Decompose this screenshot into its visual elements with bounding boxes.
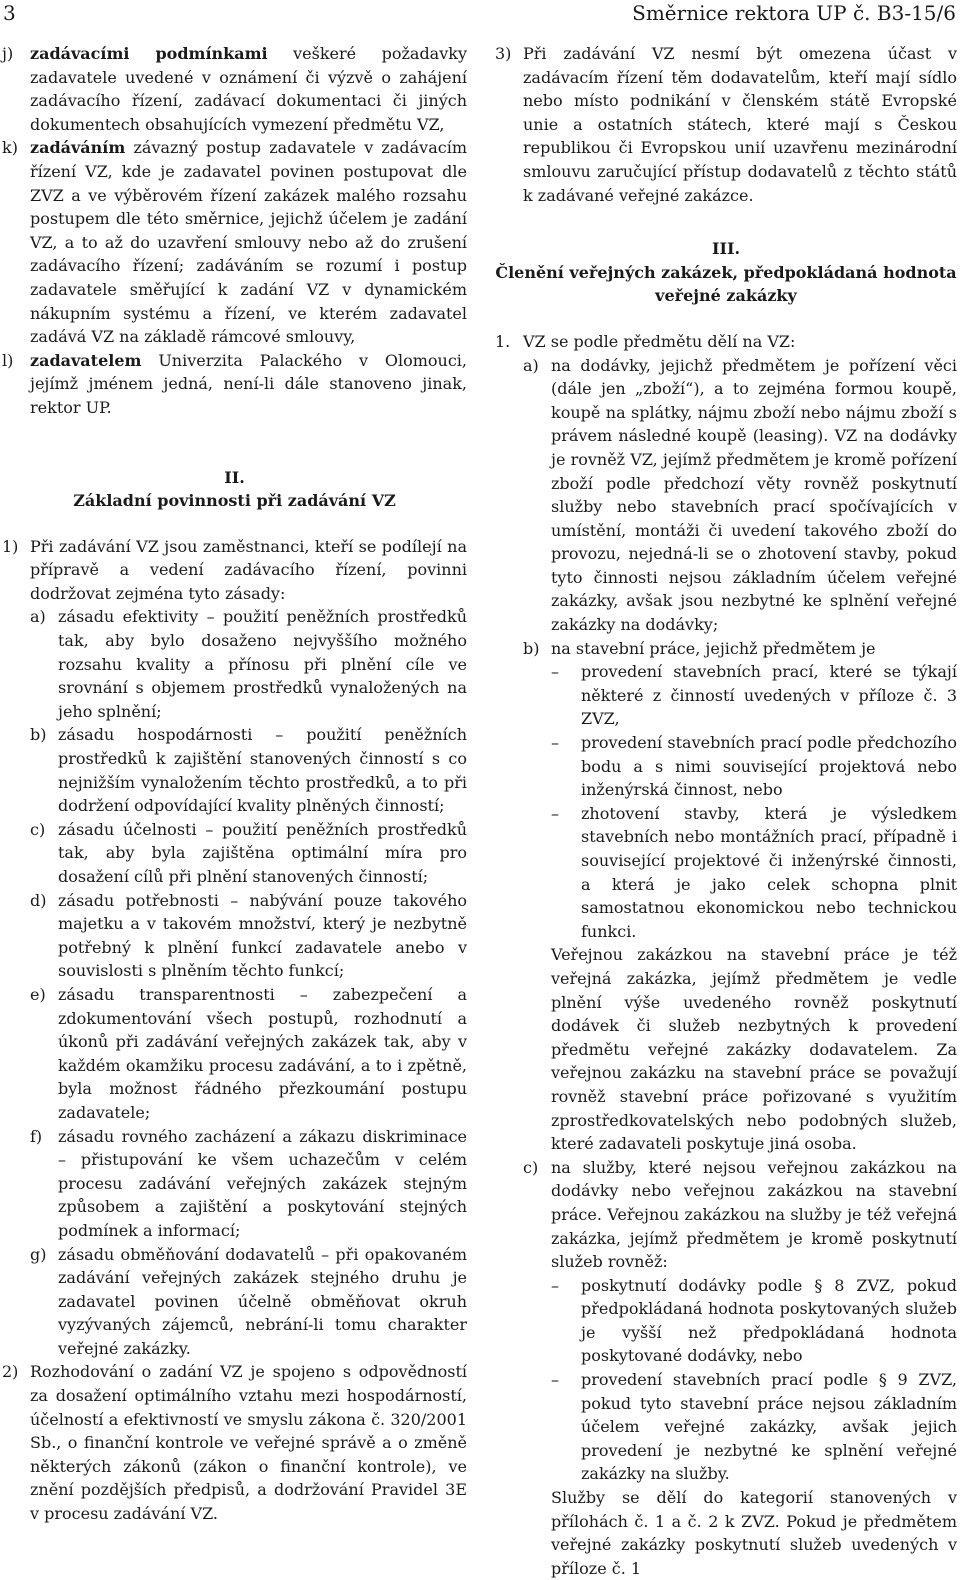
- definition-term: zadavatelem: [30, 350, 142, 370]
- list-item-label: e): [30, 984, 46, 1004]
- list-item: [30, 1125, 467, 1243]
- paragraph-label: 2): [2, 1362, 19, 1382]
- list-item-label: c): [523, 1157, 539, 1177]
- list-item-text: zásadu transparentnosti – zabezpečení a zdokumentování všech postupů, rozhodnutí a úkonů při zadávání veřejných zakázek tak, aby v každém okamžiku procesu zadávání, a to i zpětně, byla možnost řádného přezkoumání postupu zadavatele;: [58, 984, 467, 1122]
- dash-item: [551, 660, 957, 731]
- list-item-label: g): [30, 1244, 47, 1264]
- section-title: Základní povinnosti při zadávání VZ: [73, 491, 396, 511]
- list-item-text: zásadu hospodárnosti – použití peněžních prostředků k zajištění stanovených činností s co nejnižším vynaložením těchto prostředků, a to při dodržení odpovídající kvality plněných činností;: [58, 725, 467, 816]
- section-title: Členění veřejných zakázek, předpokládaná hodnota veřejné zakázky: [495, 262, 957, 306]
- list-item-label: a): [523, 355, 539, 375]
- list-item-label: c): [30, 819, 46, 839]
- list-item-continuation: Veřejnou zakázkou na stavební práce je též veřejná zakázka, jejímž předmětem je vedle plnění výše uvedeného rovněž poskytnutí dodávek či služeb nezbytných k provedení předmětu veřejné zakázky dodavatelem. Za veřejnou zakázku na stavební práce se považují rovněž stavební práce pořizované s využitím zprostředkovatelských nebo podobných služeb, které zadavateli poskytuje jiná osoba.: [551, 945, 957, 1154]
- definition-text: závazný postup zadavatele v zadávacím řízení VZ, kde je zadavatel povinen postupovat dle ZVZ a ve výběrovém řízení zakázek malého rozsahu postupem dle této směrnice, jejichž účelem je zadání VZ, a to až do uzavření smlouvy nebo až do zrušení zadávacího řízení; zadáváním se rozumí i postup zadavatele směřující k zadání VZ v dynamickém nákupním systému a řízení, ve kterém zadavatel zadává VZ na základě rámcové smlouvy,: [30, 138, 467, 347]
- dash-bullet: –: [551, 1370, 559, 1390]
- paragraph-label: 1): [2, 536, 19, 556]
- left-column: [2, 42, 467, 1526]
- list-item-text: zásadu potřebnosti – nabývání pouze takového majetku a v takovém množství, který je nezbytně potřebný k plnění funkcí zadavatele anebo v souvislosti s plněním těchto funkcí;: [58, 890, 467, 981]
- dash-bullet: –: [551, 733, 559, 753]
- dash-bullet: –: [551, 803, 559, 823]
- list-item: [30, 1243, 467, 1361]
- list-item-text: zásadu účelnosti – použití peněžních prostředků tak, aby byla zajištěna optimální míra pro dosažení cílů při plnění stanovených činností;: [58, 819, 467, 886]
- dash-item: [551, 731, 957, 802]
- definition-label: k): [2, 138, 18, 158]
- page-header: [0, 0, 960, 26]
- dash-text: zhotovení stavby, která je výsledkem stavebních nebo montážních prací, případně i související projektové či inženýrské činnosti, a která je jako celek schopna plnit samostatnou ekonomickou nebo technickou funkci.: [581, 803, 957, 941]
- list-item: [30, 983, 467, 1125]
- definition-term: zadáváním: [30, 138, 126, 158]
- paragraph-label: 1.: [495, 331, 511, 351]
- dash-item: [551, 802, 957, 944]
- definition-label: l): [2, 350, 14, 370]
- paragraph-text: VZ se podle předmětu dělí na VZ:: [523, 331, 796, 351]
- definition-label: j): [2, 44, 14, 63]
- definition-l: [2, 349, 467, 420]
- list-item-text: na dodávky, jejichž předmětem je pořízení věci (dále jen „zboží“), a to zejména formou koupě, koupě na splátky, nájmu zboží nebo nájmu zboží s právem následné koupě (leasing). VZ na dodávky je rovněž VZ, jejímž předmětem je kromě pořízení zboží podle předchozí věty rovněž poskytnutí služby nebo stavebních prací spočívajících v umístění, montáži či uvedení takového zboží do provozu, nejedná-li se o zhotovení stavby, pokud tyto činnosti nejsou základním účelem veřejné zakázky, avšak jsou nezbytné ke splnění veřejné zakázky na dodávky;: [551, 355, 957, 635]
- section-numeral: III.: [711, 239, 741, 259]
- dash-text: provedení stavebních prací podle předchozího bodu a s nimi související projektová nebo inženýrská činnost, nebo: [581, 733, 957, 800]
- definition-text: veškeré požadavky zadavatele uvedené v oznámení či výzvě o zahájení zadávacího řízení, zadávací dokumentaci či jiných dokumentech obsahujících vymezení předmětu VZ,: [30, 44, 467, 134]
- dash-text: provedení stavebních prací, které se týkají některé z činností uvedených v příloze č. 3 ZVZ,: [581, 662, 957, 729]
- paragraph-text: Rozhodování o zadání VZ je spojeno s odpovědností za dosažení optimálního vztahu mezi hospodárností, účelností a efektivností ve smyslu zákona č. 320/2001 Sb., o finanční kontrole ve veřejné správě a o změně některých zákonů (zákon o finanční kontrole), ve znění pozdějších předpisů, a dodržování Pravidel 3E v procesu zadávání VZ.: [30, 1362, 467, 1524]
- paragraph-text: Při zadávání VZ nesmí být omezena účast v zadávacím řízení těm dodavatelům, kteří mají sídlo nebo místo podnikání v členském státě Evropské unie a ostatních státech, které mají s Českou republikou či Evropskou unií uzavřenu mezinárodní smlouvu zaručující přístup dodavatelů z těchto států k zadávané veřejné zakázce.: [523, 44, 957, 205]
- list-item-continuation: Služby se dělí do kategorií stanovených v přílohách č. 1 a č. 2 k ZVZ. Pokud je předmětem veřejné zakázky poskytnutí služeb uvedených v příloze č. 1: [551, 1488, 957, 1578]
- dash-item: [551, 1368, 957, 1486]
- list-item-c: [523, 1156, 957, 1580]
- paragraph-2: [2, 1360, 467, 1525]
- list-item-text: zásadu rovného zacházení a zákazu diskriminace – přistupování ke všem uchazečům v celém procesu zadávání veřejných zakázek stejným způsobem a zajištění a poskytování stejných podmínek a informací;: [58, 1126, 467, 1240]
- dash-bullet: –: [551, 662, 559, 682]
- list-item-a: [523, 354, 957, 637]
- paragraph-3: [495, 42, 957, 207]
- division-paragraph-1: [495, 330, 957, 1580]
- dash-item: [551, 1274, 957, 1368]
- list-item-text: na služby, které nejsou veřejnou zakázkou na dodávky nebo veřejnou zakázkou na stavební práce. Veřejnou zakázkou na služby je též veřejná zakázka, jejímž předmětem je kromě poskytnutí služeb rovněž:: [551, 1157, 957, 1272]
- list-item-label: a): [30, 607, 46, 627]
- list-item-label: d): [30, 890, 47, 910]
- list-item-b: [523, 637, 957, 1156]
- list-item-text: zásadu obměňování dodavatelů – při opakovaném zadávání veřejných zakázek stejného druhu je zadavatel povinen účelně obměňovat okruh vyzývaných zájemců, nebrání-li tomu charakter veřejné zakázky.: [58, 1244, 467, 1358]
- list-item: [30, 723, 467, 817]
- right-column: [495, 42, 957, 1580]
- list-item: [30, 889, 467, 983]
- list-item-text: zásadu efektivity – použití peněžních prostředků tak, aby bylo dosaženo nejvyššího možného rozsahu kvality a přínosu při plnění cíle ve srovnání s objemem prostředků vynaložených na jeho splnění;: [58, 607, 467, 721]
- paragraph-label: 3): [495, 44, 512, 63]
- page-number: 3: [3, 1, 16, 25]
- list-item: [30, 605, 467, 723]
- list-item: [30, 818, 467, 889]
- section-numeral: II.: [224, 467, 245, 487]
- section-heading-iii: [495, 237, 957, 308]
- dash-text: provedení stavebních prací podle § 9 ZVZ, pokud tyto stavební práce nejsou základním účelem veřejné zakázky, avšak jejich provedení je nezbytné ke splnění veřejné zakázky na služby.: [581, 1370, 957, 1484]
- document-title: Směrnice rektora UP č. B3-15/6: [632, 1, 956, 25]
- list-item-label: f): [30, 1126, 43, 1146]
- list-item-text: na stavební práce, jejichž předmětem je: [551, 638, 876, 658]
- definition-term: zadávacími podmínkami: [30, 44, 268, 63]
- paragraph-text: Při zadávání VZ jsou zaměstnanci, kteří se podílejí na přípravě a vedení zadávacího řízení, povinni dodržovat zejména tyto zásady:: [30, 536, 467, 603]
- definition-j: [2, 42, 467, 136]
- definition-k: [2, 136, 467, 348]
- paragraph-1: [2, 535, 467, 1361]
- list-item-label: b): [523, 638, 540, 658]
- definition-text: Univerzita Palackého v Olomouci, jejímž jménem jedná, není-li dále stanoveno jinak, rektor UP.: [30, 350, 467, 417]
- dash-bullet: –: [551, 1275, 559, 1295]
- section-heading-ii: [2, 466, 467, 513]
- dash-text: poskytnutí dodávky podle § 8 ZVZ, pokud předpokládaná hodnota poskytovaných služeb je vyšší než předpokládaná hodnota poskytované dodávky, nebo: [581, 1275, 957, 1366]
- list-item-label: b): [30, 725, 47, 745]
